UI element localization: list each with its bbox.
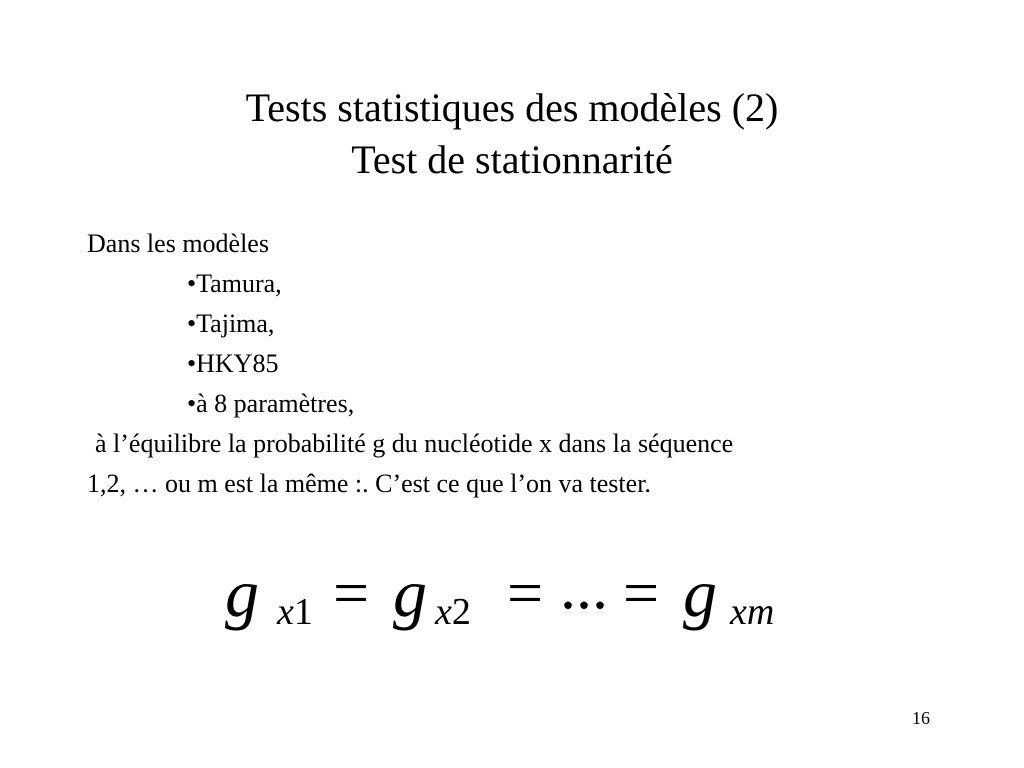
title-line-2: Test de stationnarité [351,137,673,182]
eq-g-3: g [683,555,717,631]
eq-sub-3: xm [730,591,775,633]
paragraph-line-1: à l’équilibre la probabilité g du nucléotide x dans la séquence [95,429,734,458]
eq-sub-2: x2 [435,591,471,633]
list-item: •Tajima, [187,309,275,338]
slide-body [87,224,967,504]
model-list [87,264,967,424]
list-item: •à 8 paramètres, [187,389,355,418]
title-line-1: Tests statistiques des modèles (2) [245,85,779,130]
intro-text: Dans les modèles [87,229,269,258]
slide-title [0,82,1024,186]
eq-g-2: g [393,555,427,631]
eq-ellipsis: ... [560,551,608,622]
list-item: •Tamura, [187,269,282,298]
description-paragraph [87,424,967,504]
eq-equals-2: = [507,557,544,628]
list-item: •HKY85 [187,349,279,378]
eq-sub-1: x1 [277,591,313,633]
eq-g-1: g [225,555,259,631]
eq-equals-1: = [333,557,370,628]
paragraph-line-2: 1,2, … ou m est la même :. C’est ce que l’on va tester. [87,469,651,498]
eq-equals-3: = [623,557,660,628]
page-number: 16 [912,708,930,728]
